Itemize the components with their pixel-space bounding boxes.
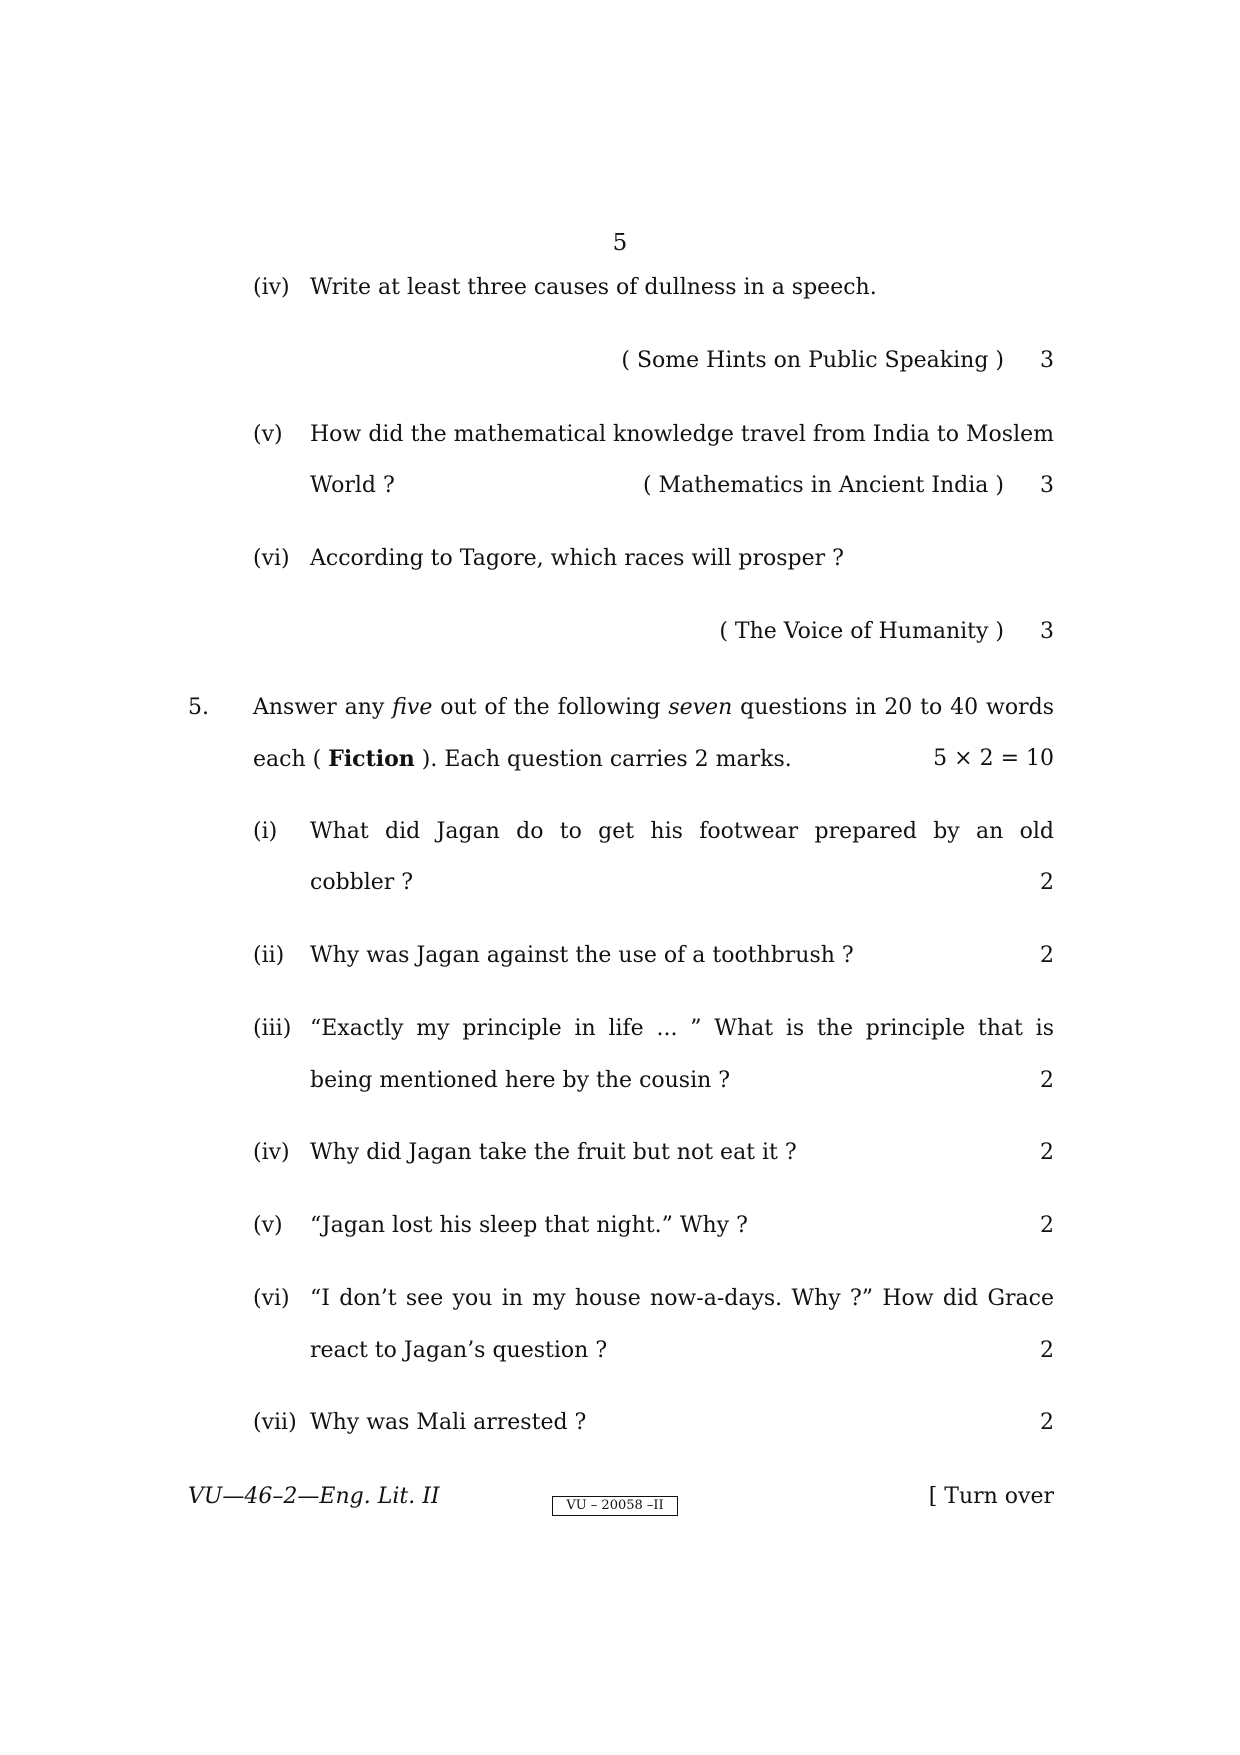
- q5-vi-text-line1: “I don’t see you in my house now-a-days. Why ?” How did Grace: [310, 1286, 1054, 1311]
- footer-course-code: VU—46–2—Eng. Lit. II: [188, 1484, 440, 1509]
- q5-vi-number: (vi): [253, 1286, 290, 1311]
- q4-iv-marks: 3: [1040, 348, 1054, 373]
- footer-turn-over: [ Turn over: [928, 1484, 1054, 1509]
- footer-paper-code: VU – 20058 –II: [552, 1496, 678, 1516]
- page-number: 5: [612, 230, 628, 256]
- q5-iii-text-line1: “Exactly my principle in life ... ” What is the principle that is: [310, 1016, 1054, 1041]
- q4-v-marks: 3: [1040, 473, 1054, 498]
- q5-iii-text-line2: being mentioned here by the cousin ?: [310, 1068, 731, 1093]
- q5-i-number: (i): [253, 819, 278, 844]
- q5-i-text-line1: What did Jagan do to get his footwear prepared by an old: [310, 819, 1054, 844]
- q5-vii-marks: 2: [1040, 1410, 1054, 1435]
- q5-ii-marks: 2: [1040, 943, 1054, 968]
- q5-iv-text: Why did Jagan take the fruit but not eat it ?: [310, 1140, 797, 1165]
- q5-i-text-line2: cobbler ?: [310, 870, 414, 895]
- q4-v-text-line2: World ?: [310, 473, 395, 498]
- q4-iv-number: (iv): [253, 275, 290, 300]
- q5-v-text: “Jagan lost his sleep that night.” Why ?: [310, 1213, 748, 1238]
- q5-v-marks: 2: [1040, 1213, 1054, 1238]
- q5-iv-number: (iv): [253, 1140, 290, 1165]
- q4-vi-text: According to Tagore, which races will prosper ?: [310, 546, 844, 571]
- q4-iv-source: ( Some Hints on Public Speaking ): [621, 348, 1004, 373]
- q5-instruction-line1: Answer any five out of the following seven questions in 20 to 40 words: [253, 695, 1054, 720]
- q5-number: 5.: [188, 695, 209, 720]
- q4-v-source: ( Mathematics in Ancient India ): [642, 473, 1004, 498]
- q5-iv-marks: 2: [1040, 1140, 1054, 1165]
- q5-iii-marks: 2: [1040, 1068, 1054, 1093]
- q5-v-number: (v): [253, 1213, 283, 1238]
- q5-instruction-line2: each ( Fiction ). Each question carries 2 marks.: [253, 746, 792, 772]
- q5-vii-number: (vii): [253, 1410, 297, 1435]
- q5-total-marks: 5 × 2 = 10: [933, 746, 1054, 771]
- q5-vi-marks: 2: [1040, 1338, 1054, 1363]
- q4-v-number: (v): [253, 422, 283, 447]
- q5-iii-number: (iii): [253, 1016, 292, 1041]
- q4-vi-marks: 3: [1040, 619, 1054, 644]
- q4-vi-number: (vi): [253, 546, 290, 571]
- q4-v-text-line1: How did the mathematical knowledge travel from India to Moslem: [310, 422, 1054, 447]
- q4-vi-source: ( The Voice of Humanity ): [719, 619, 1004, 644]
- q5-vi-text-line2: react to Jagan’s question ?: [310, 1338, 608, 1363]
- q5-ii-text: Why was Jagan against the use of a toothbrush ?: [310, 943, 854, 968]
- q5-ii-number: (ii): [253, 943, 285, 968]
- q5-i-marks: 2: [1040, 870, 1054, 895]
- q4-iv-text: Write at least three causes of dullness in a speech.: [310, 275, 877, 300]
- q5-vii-text: Why was Mali arrested ?: [310, 1410, 587, 1435]
